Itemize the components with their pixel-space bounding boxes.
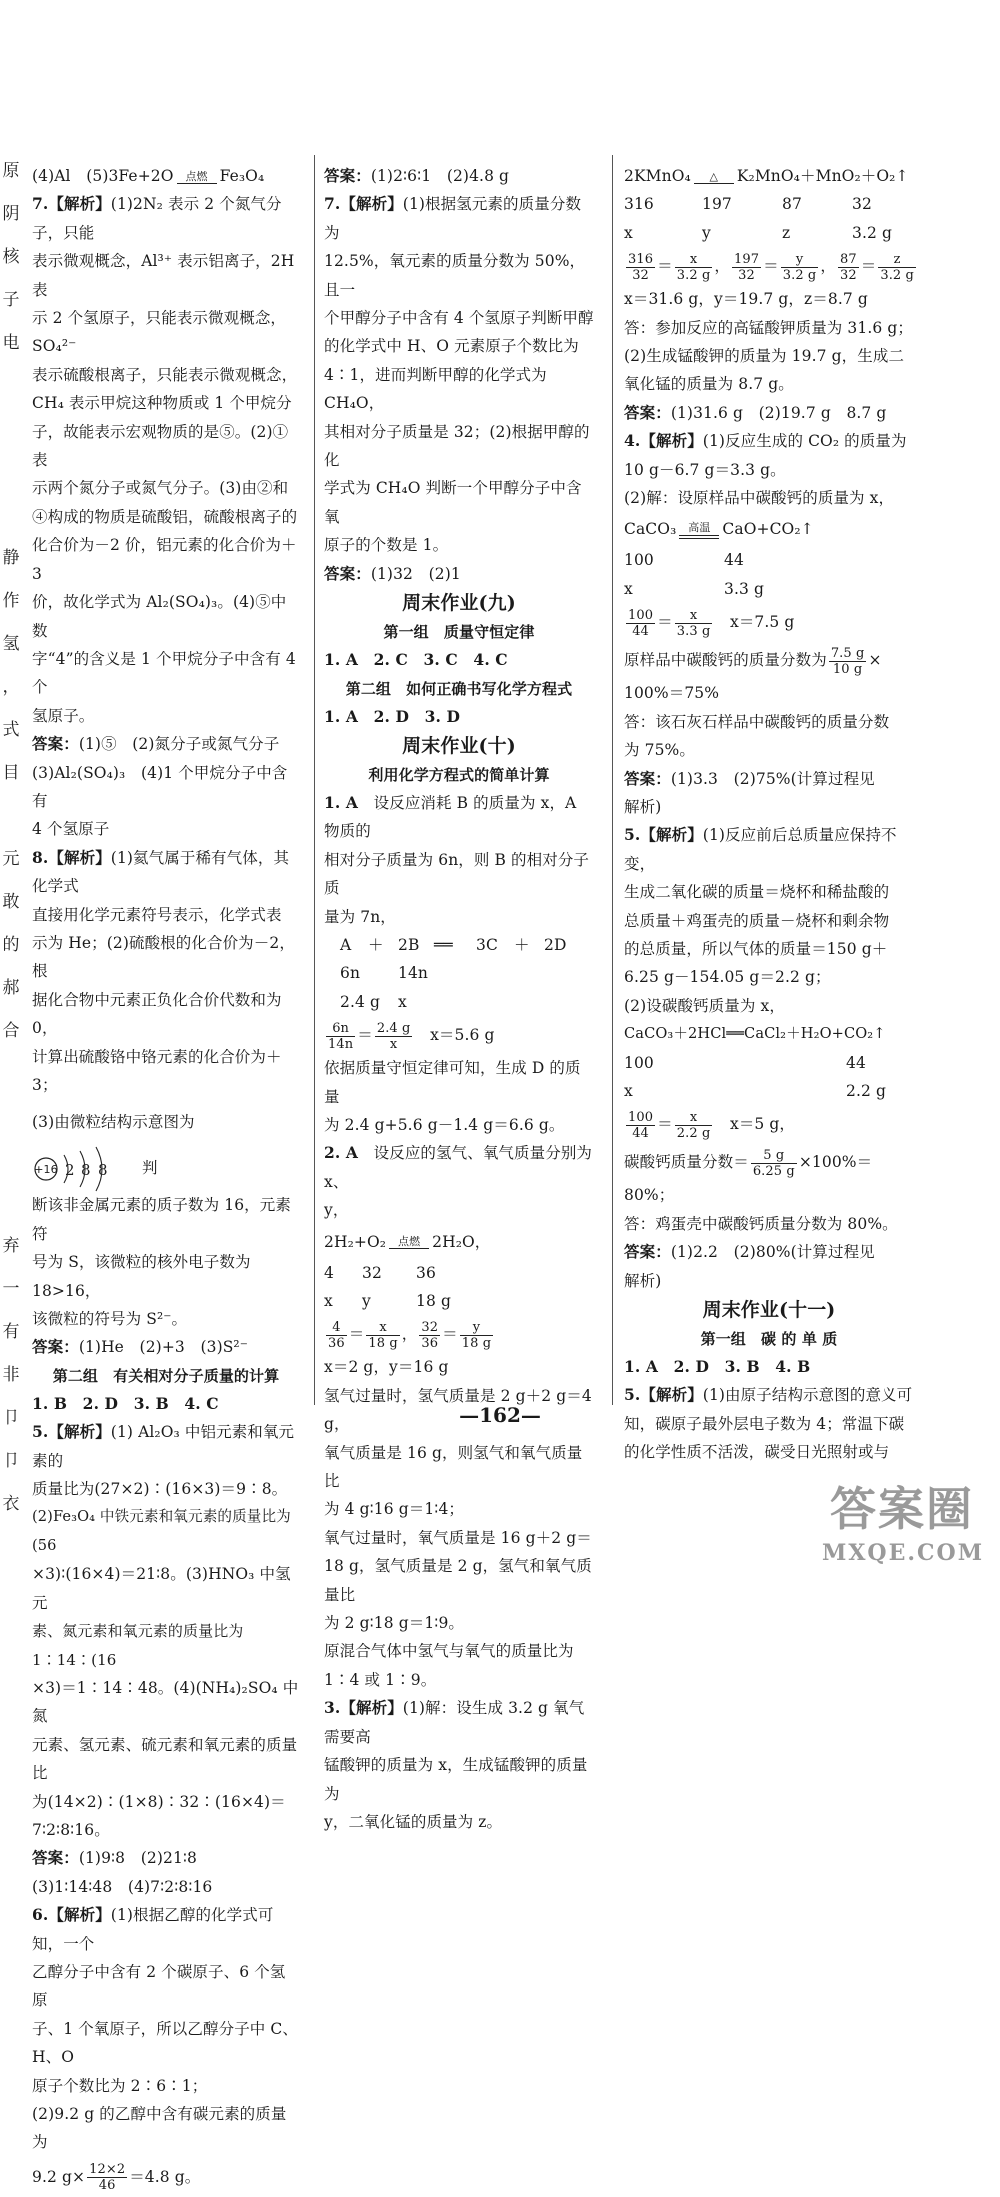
week-11-group-1: 第一组 碳 的 单 质 [700,1330,838,1348]
text-line: 示 2 个氢原子，只能表示微观概念，SO₄²⁻ [32,309,287,356]
q7-answer: 答案：(1)32 (2)1 [324,563,461,583]
week-10-subtitle: 利用化学方程式的简单计算 [368,765,550,784]
svg-text:2: 2 [65,1161,75,1180]
text-line: 质量比为(27×2)∶(16×3)＝9∶8。 [32,1480,288,1499]
q5-equation: CaCO₃＋2HCl══CaCl₂＋H₂O+CO₂↑ [624,1025,886,1043]
q4-equation: CaCO₃ 高温 CaO+CO₂↑ [624,520,814,539]
text-line: 示为 He；(2)硫酸根的化合价为－2，根 [32,933,295,981]
text-line: (2)设碳酸钙质量为 x， [624,996,785,1015]
text-line: x＝2 g，y＝16 g [324,1358,449,1377]
text-line: 字“4”的含义是 1 个甲烷分子中含有 4 个 [32,649,296,697]
text-line: 答：参加反应的高锰酸钾质量为 31.6 g； [624,318,913,337]
text-line: 氢原子。 [32,706,95,725]
week-9-group-1-mc: 1. A 2. C 3. C 4. C [324,650,508,670]
q1: 1. A 设反应消耗 B 的质量为 x，A 物质的 [324,792,577,841]
q7-answer: 答案：(1)⑤ (2)氮分子或氮气分子 [32,734,280,754]
text-line: 化合价为－2 价，铝元素的化合价为＋3 [32,536,297,583]
q6-tail-line: (4)Al (5)3Fe+2O 点燃 Fe₃O₄ [32,167,265,185]
q3-answer: 答案：(1)31.6 g (2)19.7 g 8.7 g [624,402,887,422]
atom-structure-diagram [32,1149,142,1189]
text-line: 12.5%，氧元素的质量分数为 50%，且一 [324,252,586,299]
q1-value-row: 2.4 g x [340,992,407,1011]
q5-ratio-row: 100 44 [624,1053,866,1072]
text-line: y，二氧化锰的质量为 z。 [324,1812,503,1831]
margin-char: 郝 [2,978,20,998]
atom-structure-line: (3)由微粒结构示意图为 +16 2 8 8 判 [32,1099,300,1191]
q6-analysis: 6.【解析】(1)根据乙醇的化学式可知，一个 [32,1905,274,1953]
text-line: 4 个氢原子 [32,820,110,839]
text-line: 解析) [624,797,662,816]
q5-answer: 答案：(1)2.2 (2)80%(计算过程见 [624,1242,875,1262]
text-line: 该微粒的符号为 S²⁻。 [32,1310,188,1329]
margin-char [0,1182,22,1225]
q8-analysis: 8.【解析】(1)氦气属于稀有气体，其化学式 [32,847,290,896]
text-line: (3)1∶14∶48 (4)7∶2∶8∶16 [32,1877,213,1896]
margin-char [0,408,22,451]
margin-char [0,1139,22,1182]
text-line: (2)9.2 g 的乙醇中含有碳元素的质量为 [32,2105,287,2152]
text-line: 6.25 g－154.05 g＝2.2 g； [624,968,831,987]
text-line: 为 2 g∶18 g＝1∶9。 [324,1614,465,1633]
text-line: 依据质量守恒定律可知，生成 D 的质量 [324,1059,581,1106]
text-line: 子、1 个氧原子，所以乙醇分子中 C、H、O [32,2019,298,2067]
margin-strip [0,150,22,1514]
text-line: 4∶1，进而判断甲醇的化学式为 CH₄O， [324,365,547,413]
margin-char: 氢 [2,634,20,654]
margin-char [0,494,22,537]
text-line: 示两个氮分子或氮气分子。(3)由②和 [32,479,289,498]
margin-char: 作 [2,591,20,611]
text-line: 子，故能表示宏观物质的是⑤。(2)①表 [32,422,289,470]
margin-char: 电 [2,333,20,353]
text-line: 为 4 g∶16 g＝1∶4； [324,1500,465,1519]
text-line: 据化合物中元素正负化合价代数和为 0， [32,990,282,1038]
q5-value-row: x 2.2 g [624,1081,886,1100]
text-line: (2)生成锰酸钾的质量为 19.7 g，生成二 [624,347,905,366]
text-line: 量为 7n， [324,907,396,926]
margin-char: 一 [2,1279,20,1299]
margin-char: 合 [2,1021,20,1041]
text-line: 乙醇分子中含有 2 个碳原子、6 个氢原 [32,1962,286,2010]
text-line: 个甲醇分子中含有 4 个氢原子判断甲醇 [324,309,594,328]
q6-answer: 答案：(1)2∶6∶1 (2)4.8 g [324,166,510,185]
reaction-condition: 点燃 [177,171,217,184]
q5-analysis: 5.【解析】(1)反应前后总质量应保持不变， [624,825,897,873]
text-line: 号为 S，该微粒的核外电子数为 18>16， [32,1253,251,1300]
q7-analysis: 7.【解析】(1)2N₂ 表示 2 个氮气分子，只能 [32,194,282,242]
watermark-url: MXQE.COM [822,1540,985,1566]
margin-char: 弃 [2,1236,20,1256]
q3-analysis: 3.【解析】(1)解：设生成 3.2 g 氧气需要高 [324,1698,585,1746]
text-line: 的总质量，所以气体的质量＝150 g＋ [624,939,888,958]
q2-ratio-row: 4 32 36 [324,1263,436,1282]
text-line: 生成二氧化碳的质量＝烧杯和稀盐酸的 [624,883,890,902]
svg-text:+16: +16 [34,1163,58,1177]
q5-answer: 答案：(1)9∶8 (2)21∶8 [32,1848,197,1868]
margin-char: 卩 [2,1408,20,1428]
margin-char [0,1053,22,1096]
q1-ratio-row: 6n 14n [340,964,429,983]
q2-equation: 2H₂+O₂ 点燃 2H₂O， [324,1232,491,1251]
text-line: 7∶2∶8∶16。 [32,1820,110,1839]
q4-analysis: 4.【解析】(1)反应生成的 CO₂ 的质量为 [624,431,907,451]
margin-char: 子 [2,290,20,310]
text-line: y， [324,1201,349,1220]
text-line: 为 75%。 [624,741,695,760]
column-2 [324,162,594,1836]
q4-proportion: $\frac{100}{44}$ ＝ $\frac{x}{3.3 g}$ x＝7.5 g [628,607,795,639]
margin-char: 核 [2,247,20,267]
margin-char: 静 [2,548,20,568]
text-line: 答：该石灰石样品中碳酸钙的质量分数 [624,712,890,731]
text-line: 氧气质量是 16 g，则氢气和氧气质量比 [324,1443,583,1491]
column-1 [32,162,300,2197]
text-line: 10 g－6.7 g＝3.3 g。 [624,460,786,479]
margin-char: 阴 [2,204,20,224]
column-3 [624,162,914,1467]
svg-text:8: 8 [98,1161,108,1180]
q5-proportion: $\frac{100}{44}$ ＝ $\frac{x}{2.2 g}$ x＝5 g， [628,1109,796,1141]
week-11-mc: 1. A 2. D 3. B 4. B [624,1357,811,1376]
q1-equation: A ＋ 2B ══ 3C ＋ 2D [340,935,567,954]
q5-analysis: 5.【解析】(1) Al₂O₃ 中铝元素和氧元素的 [32,1422,295,1470]
q4-ratio-row: 100 44 [624,551,744,570]
text-line: 其相对分子质量是 32；(2)根据甲醇的化 [324,422,590,470]
q4-answer: 答案：(1)3.3 (2)75%(计算过程见 [624,768,875,788]
text-line: CH₄ 表示甲烷这种物质或 1 个甲烷分 [32,394,292,413]
text-line: 氧气过量时，氧气质量是 16 g＋2 g＝ [324,1528,592,1547]
watermark-logo [822,1478,985,1588]
q8-answer: 答案：(1)He (2)+3 (3)S²⁻ [32,1337,249,1357]
text-line: 原子个数比为 2∶6∶1； [32,2076,208,2095]
text-line: 表示微观概念，Al³⁺ 表示铝离子，2H 表 [32,252,295,299]
margin-char: 的 [2,935,20,955]
margin-char: 非 [2,1365,20,1385]
text-line: 的化学式中 H、O 元素原子个数比为 [324,337,579,356]
column-divider-2 [612,155,613,1405]
text-line: x＝31.6 g，y＝19.7 g，z＝8.7 g [624,290,868,309]
q3-ratio-row: 316 197 87 32 [624,195,872,214]
text-line: 相对分子质量为 6n，则 B 的相对分子质 [324,850,590,898]
week-9-group-1: 第一组 质量守恒定律 [383,623,535,642]
group-2-title: 第二组 有关相对分子质量的计算 [52,1366,280,1385]
margin-char [0,451,22,494]
text-line: 计算出硫酸铬中铬元素的化合价为＋3； [32,1047,282,1094]
q7-analysis: 7.【解析】(1)根据氢元素的质量分数为 [324,194,582,242]
text-line: ×3)＝1∶14∶48。(4)(NH₄)₂SO₄ 中氮 [32,1678,299,1726]
margin-char: 敢 [2,892,20,912]
week-11-title: 周末作业(十一) [702,1299,836,1321]
q6-calc: 9.2 g× $\frac{12\times 2}{46}$ ＝4.8 g。 [32,2162,201,2194]
margin-char: 卩 [2,1451,20,1471]
text-line: (2)解：设原样品中碳酸钙的质量为 x， [624,489,895,508]
text-line: (3)Al₂(SO₄)₃ (4)1 个甲烷分子中含有 [32,763,288,810]
q5b-analysis: 5.【解析】(1)由原子结构示意图的意义可 [624,1385,913,1405]
text-line: 18 g，氢气质量是 2 g，氢气和氧气质量比 [324,1557,592,1604]
margin-char: 元 [2,849,20,869]
margin-char: 衣 [2,1494,20,1514]
q3-value-row: x y z 3.2 g [624,223,892,242]
text-line: 1∶4 或 1∶9。 [324,1670,437,1689]
text-line: 原子的个数是 1。 [324,536,449,555]
text-line: 100%＝75% [624,684,720,703]
week-9-group-2: 第二组 如何正确书写化学方程式 [345,679,573,698]
margin-char [0,365,22,408]
watermark-text: 答案圈 [830,1482,974,1536]
page-number: —162— [459,1403,541,1427]
q2: 2. A 设反应的氢气、氧气质量分别为 x、 [324,1143,593,1191]
margin-char: 式 [2,720,20,740]
text-line: (2)Fe₃O₄ 中铁元素和氧元素的质量比为(56 [32,1508,291,1554]
text-line: 总质量＋鸡蛋壳的质量－烧杯和剩余物 [624,911,890,930]
text-line: 直接用化学元素符号表示，化学式表 [32,905,282,924]
q2-proportion: $\frac{4}{36}$ ＝ $\frac{x}{18 g}$ ， $\frac{32}{36}$ ＝ $\frac{y}{18 g}$ [328,1319,492,1351]
margin-char [0,795,22,838]
text-line: 锰酸钾的质量为 x，生成锰酸钾的质量为 [324,1756,588,1803]
margin-char: 有 [2,1322,20,1342]
text-line: 解析) [624,1271,662,1290]
text-line: 元素、氢元素、硫元素和氧元素的质量比 [32,1735,298,1783]
margin-char [0,1096,22,1139]
margin-char: 目 [2,763,20,783]
text-line: 原混合气体中氢气与氧气的质量比为 [324,1642,574,1661]
margin-char: 原 [2,161,20,181]
group-2-mc-answers: 1. B 2. D 3. B 4. C [32,1393,219,1413]
week-9-group-2-mc: 1. A 2. D 3. D [324,706,461,726]
text-line: 为(14×2)∶(1×8)∶32∶(16×4)＝ [32,1792,286,1811]
text-line: 断该非金属元素的质子数为 16，元素符 [32,1196,291,1243]
q1-proportion: $\frac{6n}{14n}$ ＝ $\frac{2.4 g}{x}$ x＝5.6 g [328,1020,495,1052]
text-line: 氧化锰的质量为 8.7 g。 [624,375,794,394]
svg-text:8: 8 [81,1161,91,1180]
text-line: 氢气过量时，氢气质量是 2 g＋2 g＝4 g， [324,1386,592,1434]
q2-value-row: x y 18 g [324,1292,451,1310]
text-line: 为 2.4 g+5.6 g－1.4 g＝6.6 g。 [324,1115,565,1134]
column-divider-1 [314,155,315,1405]
week-9-title: 周末作业(九) [402,592,516,615]
margin-char: ， [2,677,20,697]
q4-value-row: x 3.3 g [624,579,764,598]
text-line: ×3)∶(16×4)＝21∶8。(3)HNO₃ 中氢元 [32,1565,291,1612]
text-line: 素、氮元素和氧元素的质量比为 1∶14∶(16 [32,1622,244,1669]
q4-percentage: 原样品中碳酸钙的质量分数为 $\frac{7.5 g}{10 g}$ × [624,645,882,677]
text-line: 价，故化学式为 Al₂(SO₄)₃。(4)⑤中数 [32,593,287,640]
text-line: ④构成的物质是硫酸铝，硫酸根离子的 [32,507,298,526]
fraction: $\frac{12\times 2}{46}$ [89,2162,126,2194]
text-line: 80%； [624,1186,675,1205]
q3-proportion: $\frac{316}{32}$ ＝ $\frac{x}{3.2 g}$ ， $\frac{197}{32}$ ＝ $\frac{y}{3.2 g}$ ， $\frac{87}{32}$ ＝ $\frac{z}{3.2 g}$ [628,251,914,283]
q3-equation: 2KMnO₄ △ K₂MnO₄＋MnO₂＋O₂↑ [624,167,909,185]
q5-percentage: 碳酸钙质量分数＝ $\frac{5 g}{6.25 g}$ ×100%＝ [624,1147,873,1179]
text-line: 表示硫酸根离子，只能表示微观概念， [32,365,298,384]
text-line: 学式为 CH₄O 判断一个甲醇分子中含氧 [324,479,582,526]
text-line: 知，碳原子最外层电子数为 4；常温下碳 [624,1414,905,1433]
text-line: 的化学性质不活泼，碳受日光照射或与 [624,1443,890,1462]
text-line: 答：鸡蛋壳中碳酸钙质量分数为 80%。 [624,1214,898,1233]
week-10-title: 周末作业(十) [402,734,516,757]
